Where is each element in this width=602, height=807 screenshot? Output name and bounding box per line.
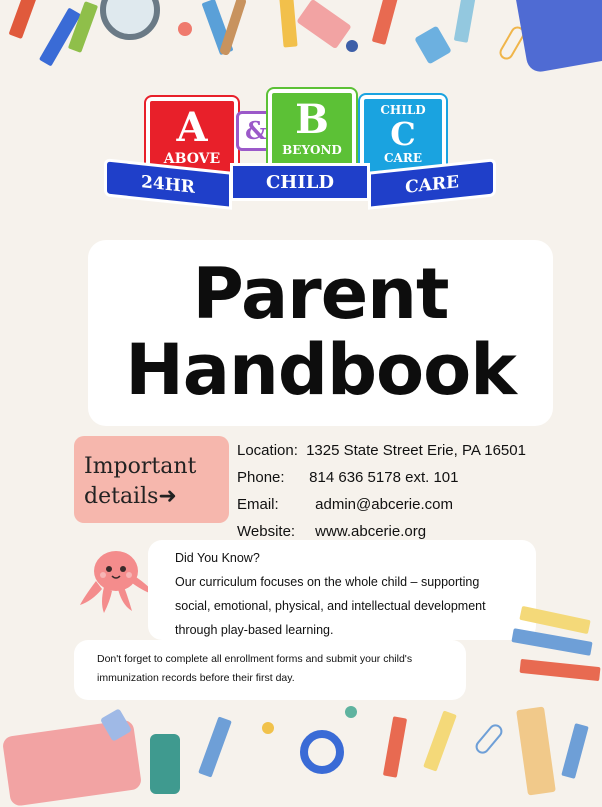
did-you-know-line-3: through play-based learning.	[175, 623, 334, 637]
pushpin-icon	[346, 40, 358, 52]
pencil-icon	[383, 716, 407, 778]
pencil-icon	[454, 0, 476, 43]
magnifier-icon	[100, 0, 160, 40]
email-label: Email:	[237, 496, 279, 513]
website-label: Website:	[237, 523, 296, 540]
logo-ampersand: &	[245, 116, 267, 145]
important-details-line-1: Important	[84, 454, 197, 479]
email-value[interactable]: admin@abcerie.com	[315, 496, 453, 513]
contact-email-row	[237, 496, 453, 513]
logo-block-b-word: BEYOND	[282, 143, 342, 157]
pushpin-icon	[262, 722, 274, 734]
pencil-icon	[519, 659, 600, 681]
title-line-2: Handbook	[125, 329, 516, 411]
pencil-icon	[372, 0, 398, 45]
pencil-icon	[423, 710, 457, 771]
logo-ribbon-center-text: CHILD	[265, 172, 335, 193]
logo	[100, 85, 500, 215]
logo-block-c-letter: C	[390, 115, 416, 153]
ruler-icon	[296, 0, 351, 49]
paperclip-icon	[473, 721, 506, 756]
contact-location-row	[237, 442, 526, 459]
contact-phone-row	[237, 469, 458, 486]
pencil-icon	[561, 723, 588, 779]
top-supplies-decoration	[0, 0, 602, 80]
pushpin-icon	[178, 22, 192, 36]
marker-icon	[150, 734, 180, 794]
location-value: 1325 State Street Erie, PA 16501	[306, 442, 526, 459]
scissors-icon	[300, 730, 344, 774]
bottom-supplies-decoration	[0, 700, 602, 786]
logo-block-c-bottom: CARE	[384, 151, 422, 165]
reminder-card	[74, 640, 466, 700]
did-you-know-line-1: Our curriculum focuses on the whole child – supporting	[175, 575, 480, 589]
notebook-icon	[513, 0, 602, 74]
contact-website-row	[237, 523, 426, 540]
reminder-line-2: immunization records before their first day.	[97, 672, 295, 684]
logo-block-b-letter: B	[295, 96, 329, 143]
phone-value: 814 636 5178 ext. 101	[309, 469, 459, 486]
title-card	[88, 240, 553, 426]
phone-label: Phone:	[237, 469, 285, 486]
logo-ribbon-center	[230, 163, 370, 201]
logo-block-c-top: CHILD	[380, 103, 426, 117]
title-line-1: Parent	[192, 253, 449, 335]
logo-ribbon-right-text: CARE	[405, 172, 459, 198]
ruler-icon	[516, 706, 556, 795]
did-you-know-heading: Did You Know?	[175, 551, 260, 565]
pushpin-icon	[345, 706, 357, 718]
reminder-line-1: Don't forget to complete all enrollment forms and submit your child's	[97, 653, 413, 665]
important-details-line-2: details➜	[84, 484, 177, 509]
did-you-know-line-2: social, emotional, physical, and intellectual development	[175, 599, 486, 613]
logo-block-a-letter: A	[176, 104, 208, 151]
right-supplies-decoration	[500, 595, 602, 685]
logo-ribbon-left-text: 24HR	[141, 172, 195, 198]
pencil-icon	[519, 606, 590, 634]
website-value[interactable]: www.abcerie.org	[315, 523, 427, 540]
octopus-icon	[78, 545, 158, 615]
location-label: Location:	[237, 442, 298, 459]
pencil-icon	[198, 716, 232, 777]
binder-clip-icon	[414, 26, 452, 65]
logo-block-a-word: ABOVE	[163, 151, 221, 167]
important-details-badge	[74, 436, 229, 523]
pencil-icon	[9, 0, 38, 39]
pencil-icon	[278, 0, 297, 47]
